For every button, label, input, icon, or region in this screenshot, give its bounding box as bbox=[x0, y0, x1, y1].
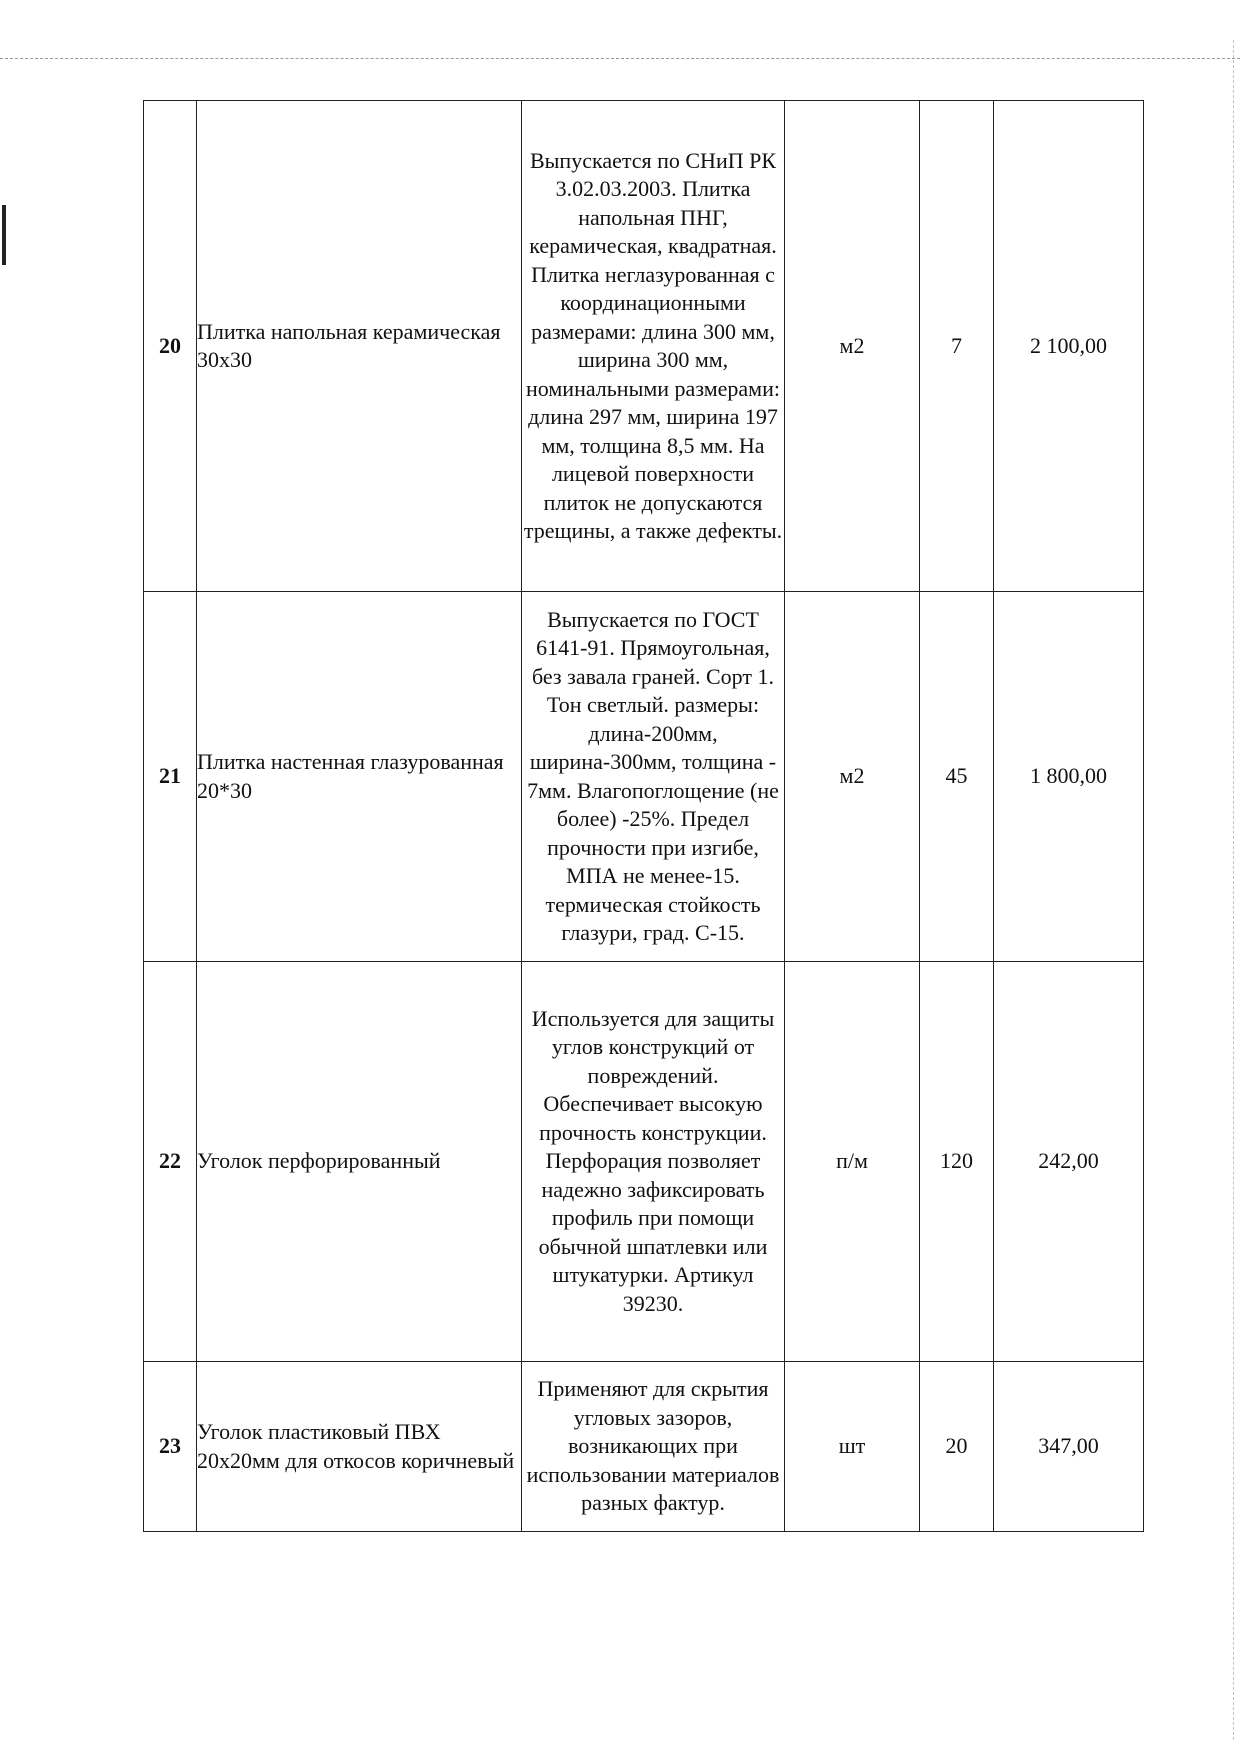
item-unit: м2 bbox=[785, 592, 920, 962]
table-row bbox=[144, 1362, 1144, 1532]
scan-margin-mark bbox=[2, 205, 6, 265]
item-unit: п/м bbox=[785, 962, 920, 1362]
item-description: Выпускается по СНиП РК 3.02.03.2003. Плитка напольная ПНГ, керамическая, квадратная. Плитка неглазурованная с координационными размерами: длина 300 мм, ширина 300 мм, номинальными размерами: длина 297 мм, ширина 197 мм, толщина 8,5 мм. На лицевой поверхности плиток не допускаются трещины, а также дефекты. bbox=[522, 101, 785, 592]
item-description: Применяют для скрытия угловых зазоров, возникающих при использовании материалов разных фактур. bbox=[522, 1362, 785, 1532]
item-price: 1 800,00 bbox=[994, 592, 1144, 962]
item-name: Плитка настенная глазурованная 20*30 bbox=[197, 592, 522, 962]
table-row bbox=[144, 962, 1144, 1362]
item-description: Используется для защиты углов конструкций от повреждений. Обеспечивает высокую прочность конструкции. Перфорация позволяет надежно зафиксировать профиль при помощи обычной шпатлевки или штукатурки. Артикул 39230. bbox=[522, 962, 785, 1362]
row-number: 22 bbox=[144, 962, 197, 1362]
row-number: 23 bbox=[144, 1362, 197, 1532]
specification-table bbox=[143, 100, 1144, 1532]
item-quantity: 7 bbox=[920, 101, 994, 592]
row-number: 21 bbox=[144, 592, 197, 962]
item-quantity: 120 bbox=[920, 962, 994, 1362]
table-row bbox=[144, 592, 1144, 962]
item-quantity: 20 bbox=[920, 1362, 994, 1532]
item-quantity: 45 bbox=[920, 592, 994, 962]
scan-edge-line bbox=[0, 58, 1240, 59]
item-price: 2 100,00 bbox=[994, 101, 1144, 592]
item-name: Уголок перфорированный bbox=[197, 962, 522, 1362]
row-number: 20 bbox=[144, 101, 197, 592]
item-description: Выпускается по ГОСТ 6141-91. Прямоугольная, без завала граней. Сорт 1. Тон светлый. размеры: длина-200мм, ширина-300мм, толщина - 7мм. Влагопоглощение (не более) -25%. Предел прочности при изгибе, МПА не менее-15. термическая стойкость глазури, град. С-15. bbox=[522, 592, 785, 962]
table-row bbox=[144, 101, 1144, 592]
item-name: Плитка напольная керамическая 30х30 bbox=[197, 101, 522, 592]
item-name: Уголок пластиковый ПВХ 20х20мм для откосов коричневый bbox=[197, 1362, 522, 1532]
item-unit: шт bbox=[785, 1362, 920, 1532]
item-price: 242,00 bbox=[994, 962, 1144, 1362]
item-price: 347,00 bbox=[994, 1362, 1144, 1532]
item-unit: м2 bbox=[785, 101, 920, 592]
scan-right-edge bbox=[1233, 40, 1234, 1740]
